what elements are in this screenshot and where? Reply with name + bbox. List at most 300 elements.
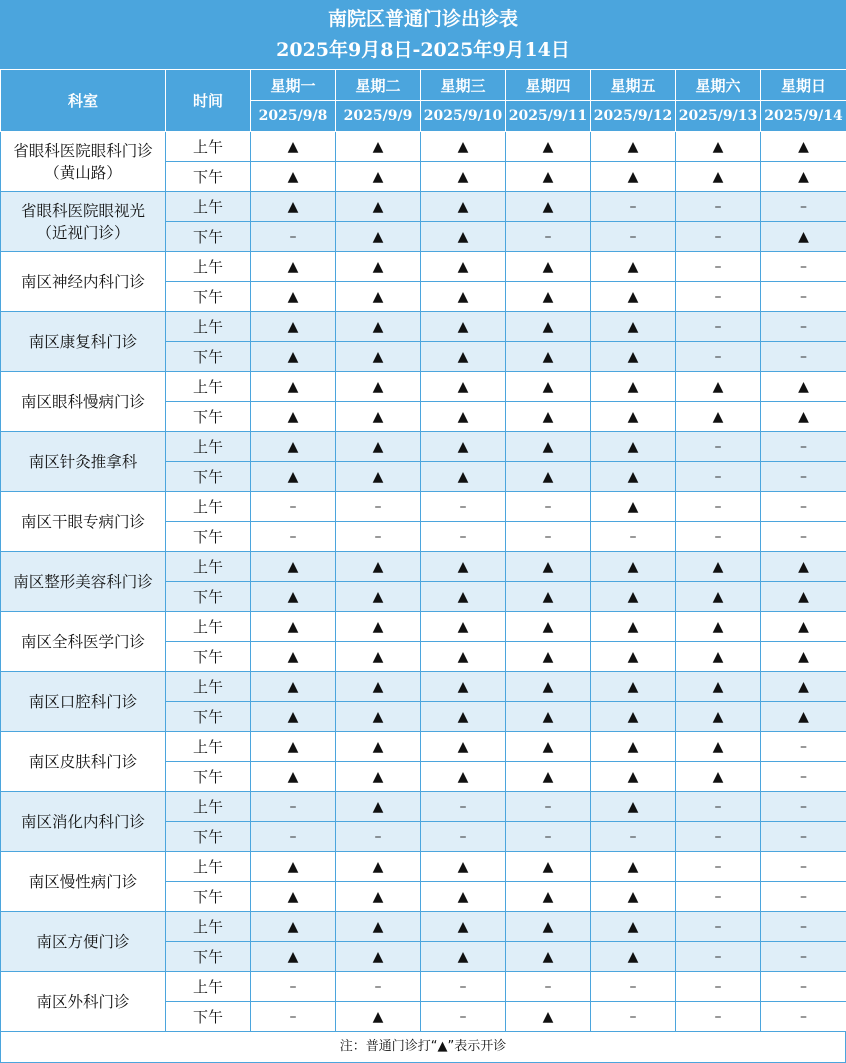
session-label: 上午 (166, 492, 251, 522)
closed-mark: – (761, 312, 846, 342)
open-mark: ▲ (336, 462, 421, 492)
session-label: 下午 (166, 222, 251, 252)
session-label: 下午 (166, 582, 251, 612)
closed-mark: – (761, 432, 846, 462)
closed-mark: – (336, 492, 421, 522)
department-name-line: （黄山路） (44, 163, 122, 182)
session-label: 上午 (166, 612, 251, 642)
table-row (1, 552, 846, 582)
open-mark: ▲ (676, 612, 761, 642)
open-mark: ▲ (506, 132, 591, 162)
open-mark: ▲ (506, 162, 591, 192)
closed-mark: – (251, 492, 336, 522)
session-label: 上午 (166, 672, 251, 702)
department-name-line: 南区整形美容科门诊 (13, 572, 153, 591)
session-label: 下午 (166, 822, 251, 852)
open-mark: ▲ (676, 732, 761, 762)
session-label: 下午 (166, 462, 251, 492)
open-mark: ▲ (506, 282, 591, 312)
closed-mark: – (251, 522, 336, 552)
table-row (1, 672, 846, 702)
open-mark: ▲ (336, 792, 421, 822)
open-mark: ▲ (251, 942, 336, 972)
session-label: 下午 (166, 522, 251, 552)
closed-mark: – (761, 342, 846, 372)
open-mark: ▲ (761, 612, 846, 642)
open-mark: ▲ (251, 252, 336, 282)
department-name (1, 792, 166, 852)
closed-mark: – (761, 882, 846, 912)
closed-mark: – (506, 522, 591, 552)
open-mark: ▲ (676, 702, 761, 732)
table-row (1, 372, 846, 402)
header-day: 星期二 (336, 70, 421, 101)
closed-mark: – (676, 462, 761, 492)
department-name (1, 672, 166, 732)
open-mark: ▲ (506, 252, 591, 282)
open-mark: ▲ (251, 372, 336, 402)
open-mark: ▲ (676, 402, 761, 432)
header-date: 2025/9/10 (421, 101, 506, 132)
session-label: 上午 (166, 792, 251, 822)
open-mark: ▲ (421, 312, 506, 342)
open-mark: ▲ (591, 762, 676, 792)
open-mark: ▲ (591, 612, 676, 642)
closed-mark: – (591, 1002, 676, 1032)
open-mark: ▲ (251, 882, 336, 912)
closed-mark: – (676, 222, 761, 252)
table-row (1, 192, 846, 222)
session-label: 上午 (166, 372, 251, 402)
open-mark: ▲ (591, 372, 676, 402)
session-label: 上午 (166, 132, 251, 162)
department-name (1, 372, 166, 432)
open-mark: ▲ (336, 342, 421, 372)
department-name (1, 912, 166, 972)
open-mark: ▲ (421, 852, 506, 882)
open-mark: ▲ (336, 912, 421, 942)
closed-mark: – (676, 312, 761, 342)
table-row (1, 132, 846, 162)
open-mark: ▲ (421, 282, 506, 312)
open-mark: ▲ (421, 222, 506, 252)
department-name-line: 南区康复科门诊 (28, 332, 138, 351)
table-row (1, 432, 846, 462)
closed-mark: – (676, 252, 761, 282)
open-mark: ▲ (421, 192, 506, 222)
department-name-line: 南区口腔科门诊 (28, 692, 138, 711)
open-mark: ▲ (506, 612, 591, 642)
open-mark: ▲ (336, 642, 421, 672)
closed-mark: – (591, 972, 676, 1002)
closed-mark: – (676, 882, 761, 912)
session-label: 上午 (166, 972, 251, 1002)
open-mark: ▲ (761, 222, 846, 252)
open-mark: ▲ (421, 642, 506, 672)
department-name-line: 省眼科医院眼视光 (20, 201, 145, 220)
session-label: 上午 (166, 432, 251, 462)
closed-mark: – (336, 972, 421, 1002)
open-mark: ▲ (591, 882, 676, 912)
open-mark: ▲ (591, 462, 676, 492)
open-mark: ▲ (506, 672, 591, 702)
open-mark: ▲ (761, 702, 846, 732)
department-name-line: 南区方便门诊 (36, 932, 130, 951)
header-date: 2025/9/12 (591, 101, 676, 132)
open-mark: ▲ (251, 192, 336, 222)
closed-mark: – (421, 792, 506, 822)
schedule-table (0, 69, 846, 1032)
department-name (1, 732, 166, 792)
closed-mark: – (421, 492, 506, 522)
open-mark: ▲ (336, 252, 421, 282)
open-mark: ▲ (761, 372, 846, 402)
open-mark: ▲ (591, 492, 676, 522)
open-mark: ▲ (421, 942, 506, 972)
closed-mark: – (251, 792, 336, 822)
header-date: 2025/9/13 (676, 101, 761, 132)
closed-mark: – (506, 492, 591, 522)
open-mark: ▲ (336, 282, 421, 312)
open-mark: ▲ (251, 162, 336, 192)
closed-mark: – (676, 972, 761, 1002)
open-mark: ▲ (506, 582, 591, 612)
open-mark: ▲ (336, 702, 421, 732)
closed-mark: – (421, 1002, 506, 1032)
open-mark: ▲ (506, 372, 591, 402)
open-mark: ▲ (591, 432, 676, 462)
open-mark: ▲ (421, 252, 506, 282)
open-mark: ▲ (421, 132, 506, 162)
open-mark: ▲ (251, 732, 336, 762)
open-mark: ▲ (421, 582, 506, 612)
open-mark: ▲ (591, 642, 676, 672)
open-mark: ▲ (421, 402, 506, 432)
open-mark: ▲ (251, 762, 336, 792)
session-label: 上午 (166, 192, 251, 222)
department-name-line: （近视门诊） (36, 223, 130, 242)
open-mark: ▲ (251, 432, 336, 462)
header-date: 2025/9/11 (506, 101, 591, 132)
open-mark: ▲ (421, 162, 506, 192)
table-row (1, 492, 846, 522)
open-mark: ▲ (336, 882, 421, 912)
closed-mark: – (676, 942, 761, 972)
department-name (1, 432, 166, 492)
open-mark: ▲ (336, 582, 421, 612)
header-day: 星期六 (676, 70, 761, 101)
open-mark: ▲ (506, 192, 591, 222)
open-mark: ▲ (421, 552, 506, 582)
open-mark: ▲ (591, 852, 676, 882)
header-date: 2025/9/8 (251, 101, 336, 132)
department-name-line: 南区全科医学门诊 (20, 632, 145, 651)
open-mark: ▲ (421, 762, 506, 792)
open-mark: ▲ (591, 942, 676, 972)
table-row (1, 612, 846, 642)
department-name-line: 南区皮肤科门诊 (28, 752, 138, 771)
date-range: 2025年9月8日-2025年9月14日 (276, 39, 570, 61)
open-mark: ▲ (591, 672, 676, 702)
closed-mark: – (591, 222, 676, 252)
header-day: 星期一 (251, 70, 336, 101)
department-name (1, 552, 166, 612)
open-mark: ▲ (251, 852, 336, 882)
open-mark: ▲ (421, 612, 506, 642)
closed-mark: – (506, 792, 591, 822)
table-header (1, 70, 846, 132)
open-mark: ▲ (591, 582, 676, 612)
header-day: 星期五 (591, 70, 676, 101)
open-mark: ▲ (506, 882, 591, 912)
department-name-line: 南区针灸推拿科 (28, 452, 138, 471)
department-name-line: 南区消化内科门诊 (20, 812, 145, 831)
open-mark: ▲ (336, 732, 421, 762)
closed-mark: – (591, 822, 676, 852)
table-body (1, 132, 846, 1032)
department-name-line: 南区外科门诊 (36, 992, 130, 1011)
session-label: 上午 (166, 552, 251, 582)
header-department: 科室 (1, 70, 166, 132)
open-mark: ▲ (676, 132, 761, 162)
open-mark: ▲ (421, 732, 506, 762)
closed-mark: – (761, 522, 846, 552)
open-mark: ▲ (251, 642, 336, 672)
table-row (1, 792, 846, 822)
closed-mark: – (251, 972, 336, 1002)
open-mark: ▲ (591, 312, 676, 342)
department-name (1, 852, 166, 912)
closed-mark: – (421, 972, 506, 1002)
table-row (1, 732, 846, 762)
header-day: 星期日 (761, 70, 846, 101)
open-mark: ▲ (336, 612, 421, 642)
closed-mark: – (761, 252, 846, 282)
open-mark: ▲ (336, 312, 421, 342)
open-mark: ▲ (251, 342, 336, 372)
closed-mark: – (591, 192, 676, 222)
open-mark: ▲ (676, 582, 761, 612)
closed-mark: – (421, 822, 506, 852)
table-row (1, 852, 846, 882)
closed-mark: – (251, 822, 336, 852)
open-mark: ▲ (421, 372, 506, 402)
open-mark: ▲ (506, 552, 591, 582)
session-label: 下午 (166, 762, 251, 792)
title-banner (0, 0, 846, 69)
closed-mark: – (761, 492, 846, 522)
open-mark: ▲ (676, 372, 761, 402)
open-mark: ▲ (591, 282, 676, 312)
page-title: 南院区普通门诊出诊表 (327, 8, 518, 30)
department-name-line: 南区干眼专病门诊 (20, 512, 145, 531)
department-name (1, 192, 166, 252)
table-row (1, 252, 846, 282)
open-mark: ▲ (591, 162, 676, 192)
open-mark: ▲ (591, 702, 676, 732)
header-date: 2025/9/9 (336, 101, 421, 132)
closed-mark: – (761, 732, 846, 762)
closed-mark: – (676, 192, 761, 222)
open-mark: ▲ (336, 162, 421, 192)
closed-mark: – (761, 1002, 846, 1032)
open-mark: ▲ (506, 942, 591, 972)
closed-mark: – (676, 492, 761, 522)
closed-mark: – (761, 822, 846, 852)
department-name-line: 南区神经内科门诊 (20, 272, 145, 291)
session-label: 下午 (166, 942, 251, 972)
session-label: 下午 (166, 1002, 251, 1032)
session-label: 下午 (166, 642, 251, 672)
open-mark: ▲ (591, 132, 676, 162)
session-label: 上午 (166, 912, 251, 942)
closed-mark: – (676, 912, 761, 942)
open-mark: ▲ (251, 312, 336, 342)
open-mark: ▲ (676, 672, 761, 702)
department-name (1, 252, 166, 312)
closed-mark: – (506, 822, 591, 852)
open-mark: ▲ (421, 462, 506, 492)
header-time: 时间 (166, 70, 251, 132)
open-mark: ▲ (506, 702, 591, 732)
session-label: 下午 (166, 702, 251, 732)
closed-mark: – (506, 972, 591, 1002)
session-label: 上午 (166, 852, 251, 882)
open-mark: ▲ (761, 672, 846, 702)
open-mark: ▲ (591, 912, 676, 942)
open-mark: ▲ (251, 402, 336, 432)
open-mark: ▲ (336, 192, 421, 222)
open-mark: ▲ (251, 612, 336, 642)
closed-mark: – (676, 342, 761, 372)
table-row (1, 912, 846, 942)
open-mark: ▲ (336, 372, 421, 402)
open-mark: ▲ (251, 132, 336, 162)
department-name (1, 492, 166, 552)
department-name (1, 312, 166, 372)
closed-mark: – (761, 462, 846, 492)
closed-mark: – (676, 522, 761, 552)
open-mark: ▲ (251, 702, 336, 732)
open-mark: ▲ (761, 552, 846, 582)
open-mark: ▲ (506, 642, 591, 672)
open-mark: ▲ (676, 552, 761, 582)
table-row (1, 312, 846, 342)
open-mark: ▲ (591, 252, 676, 282)
open-mark: ▲ (251, 462, 336, 492)
open-mark: ▲ (506, 462, 591, 492)
department-name-line: 省眼科医院眼科门诊 (13, 141, 153, 160)
closed-mark: – (761, 762, 846, 792)
open-mark: ▲ (336, 552, 421, 582)
open-mark: ▲ (336, 852, 421, 882)
department-name-line: 南区眼科慢病门诊 (20, 392, 145, 411)
closed-mark: – (336, 522, 421, 552)
department-name (1, 612, 166, 672)
open-mark: ▲ (421, 882, 506, 912)
open-mark: ▲ (336, 132, 421, 162)
open-mark: ▲ (676, 762, 761, 792)
open-mark: ▲ (336, 402, 421, 432)
closed-mark: – (336, 822, 421, 852)
open-mark: ▲ (591, 732, 676, 762)
open-mark: ▲ (506, 912, 591, 942)
open-mark: ▲ (676, 162, 761, 192)
open-mark: ▲ (761, 162, 846, 192)
open-mark: ▲ (251, 552, 336, 582)
session-label: 下午 (166, 162, 251, 192)
closed-mark: – (761, 192, 846, 222)
open-mark: ▲ (761, 642, 846, 672)
open-mark: ▲ (591, 552, 676, 582)
closed-mark: – (251, 222, 336, 252)
closed-mark: – (676, 792, 761, 822)
closed-mark: – (251, 1002, 336, 1032)
open-mark: ▲ (506, 1002, 591, 1032)
open-mark: ▲ (676, 642, 761, 672)
header-date: 2025/9/14 (761, 101, 846, 132)
session-label: 下午 (166, 882, 251, 912)
closed-mark: – (761, 972, 846, 1002)
closed-mark: – (761, 942, 846, 972)
open-mark: ▲ (336, 222, 421, 252)
open-mark: ▲ (336, 672, 421, 702)
open-mark: ▲ (421, 342, 506, 372)
open-mark: ▲ (251, 282, 336, 312)
open-mark: ▲ (506, 852, 591, 882)
closed-mark: – (676, 432, 761, 462)
open-mark: ▲ (251, 672, 336, 702)
open-mark: ▲ (591, 792, 676, 822)
open-mark: ▲ (506, 432, 591, 462)
closed-mark: – (761, 282, 846, 312)
closed-mark: – (506, 222, 591, 252)
footnote: 注：普通门诊打“▲”表示开诊 (0, 1031, 846, 1063)
open-mark: ▲ (251, 582, 336, 612)
closed-mark: – (676, 822, 761, 852)
open-mark: ▲ (421, 672, 506, 702)
open-mark: ▲ (421, 432, 506, 462)
session-label: 上午 (166, 252, 251, 282)
open-mark: ▲ (761, 402, 846, 432)
department-name-line: 南区慢性病门诊 (28, 872, 138, 891)
open-mark: ▲ (506, 732, 591, 762)
session-label: 上午 (166, 732, 251, 762)
session-label: 上午 (166, 312, 251, 342)
open-mark: ▲ (336, 762, 421, 792)
header-day: 星期三 (421, 70, 506, 101)
session-label: 下午 (166, 402, 251, 432)
closed-mark: – (676, 852, 761, 882)
closed-mark: – (676, 282, 761, 312)
open-mark: ▲ (761, 132, 846, 162)
open-mark: ▲ (336, 1002, 421, 1032)
closed-mark: – (761, 792, 846, 822)
open-mark: ▲ (421, 912, 506, 942)
open-mark: ▲ (506, 402, 591, 432)
open-mark: ▲ (506, 762, 591, 792)
open-mark: ▲ (251, 912, 336, 942)
open-mark: ▲ (591, 342, 676, 372)
closed-mark: – (761, 912, 846, 942)
closed-mark: – (761, 852, 846, 882)
open-mark: ▲ (336, 432, 421, 462)
table-row (1, 972, 846, 1002)
open-mark: ▲ (336, 942, 421, 972)
closed-mark: – (421, 522, 506, 552)
department-name (1, 132, 166, 192)
closed-mark: – (591, 522, 676, 552)
